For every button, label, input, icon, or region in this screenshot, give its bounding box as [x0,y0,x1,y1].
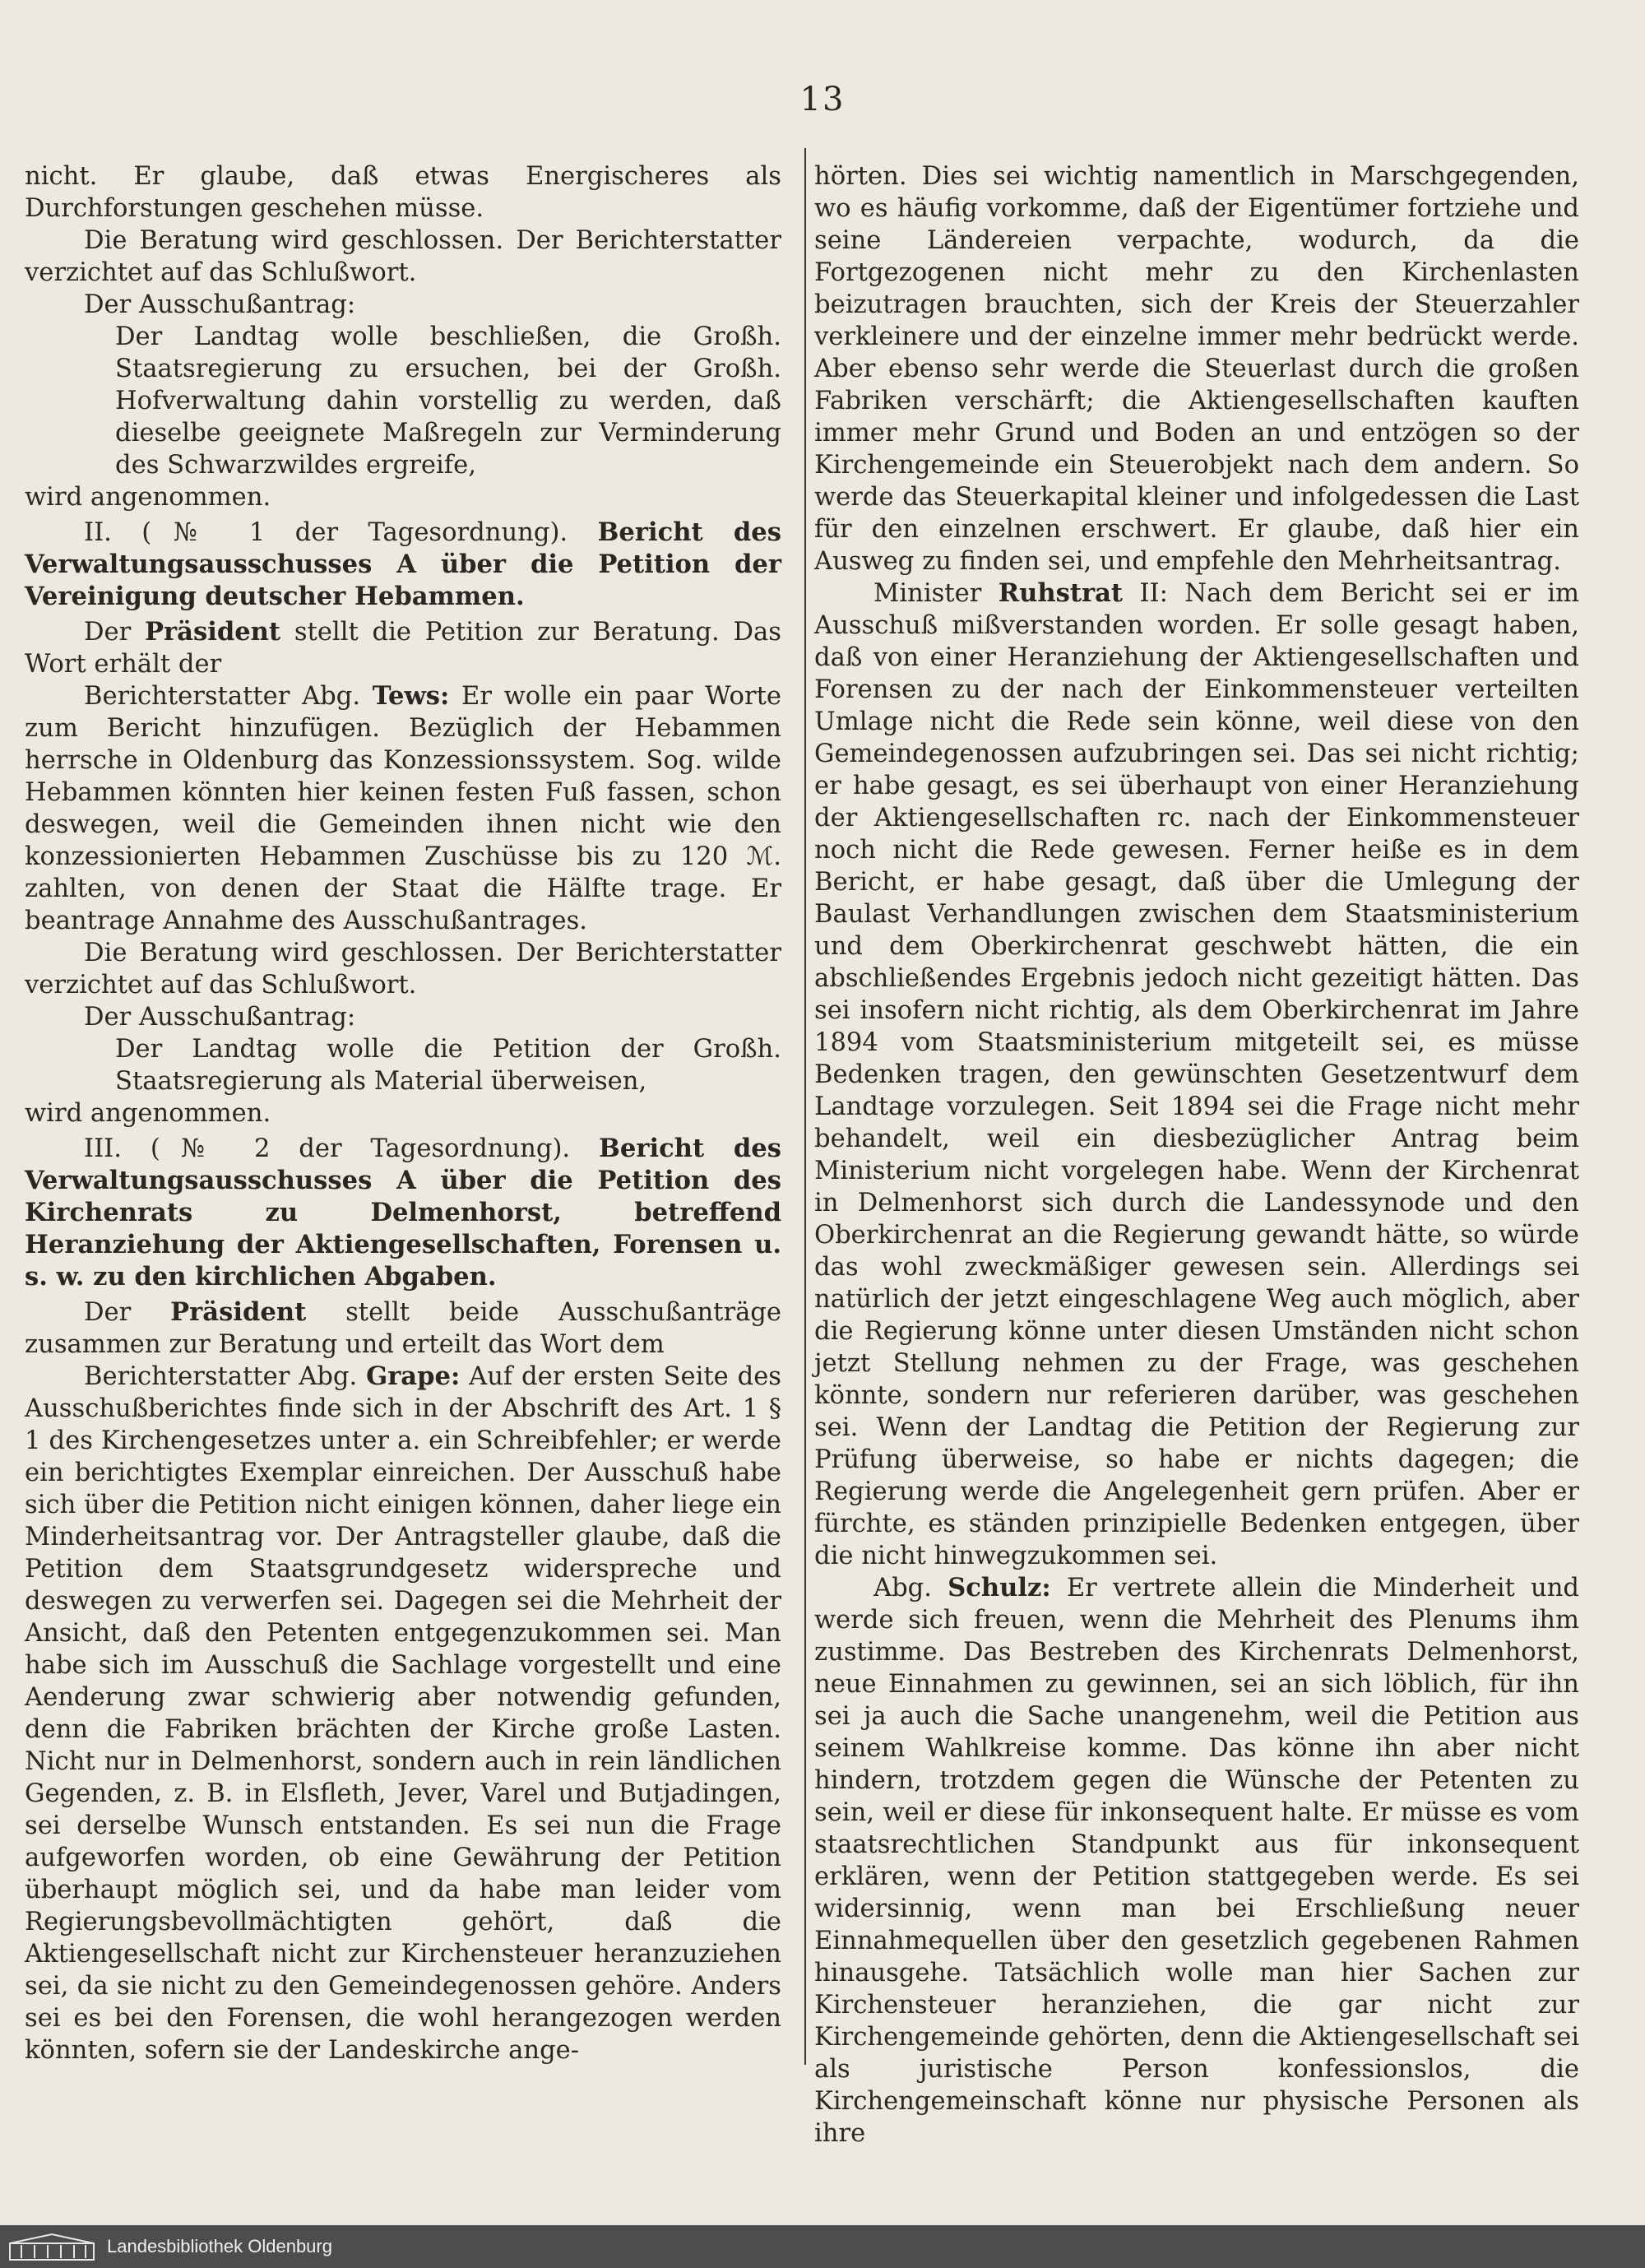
page-number: 13 [799,81,846,118]
text: stellt die Petition zur Beratung. Das Wort erhält der [25,618,781,679]
paragraph [25,680,781,937]
footer-library-name: Landesbibliothek Oldenburg [107,2236,332,2256]
heading-title: Bericht des Verwaltungsausschusses A über die Petition des Kirchenrats zu Delmenhorst, betreffend Heranziehung der Aktiengesellschaften, Forensen u. s. w. zu den kirchlichen Abgaben. [25,1134,781,1292]
paragraph: Die Beratung wird geschlossen. Der Berichterstatter verzichtet auf das Schlußwort. [25,939,781,999]
heading-title: Bericht des Verwaltungsausschusses A über die Petition der Vereinigung deutscher Hebammen. [25,517,781,611]
speaker-name: Schulz: [948,1573,1051,1602]
text: Der [84,1298,132,1327]
paragraph: Der Ausschußantrag: [84,1003,356,1032]
text: Er vertrete allein die Minderheit und werde sich freuen, wenn die Mehrheit des Plenums ihm zustimme. Das Bestreben des Kirchenrats Delmenhorst, neue Einnahmen zu gewinnen, sei an sich löblich, für ihn sei ja auch die Sache unangenehm, weil die Petition aus seinem Wahlkreise komme. Das könne ihn aber nicht hindern, trotzdem gegen die Wünsche der Petenten zu sein, weil er diese für inkonsequent halte. Er müsse es vom staatsrechtlichen Standpunkt aus für inkonsequent erklären, wenn der Petition stattgegeben werde. Es sei widersinnig, wenn man bei Erschließung neuer Einnahmequellen über den gesetzlich gegebenen Rahmen hinausgehe. Tatsächlich wolle man hier Sachen zur Kirchensteuer heranziehen, die gar nicht zur Kirchengemeinde gehörten, denn die Aktiengesellschaft sei als juristische Person konfessionslos, die Kirchengemeinschaft könne nur physische Personen als ihre [814,1574,1579,2148]
paragraph [25,1361,781,2066]
left-column [25,160,781,2066]
paragraph [25,616,781,680]
text: Berichterstatter Abg. [84,682,361,711]
speaker-name: Präsident [170,1297,307,1327]
text: Er wolle ein paar Worte zum Bericht hinzufügen. Bezüglich der Hebammen herrsche in Oldenburg das Konzessionssystem. Sog. wilde Hebammen könnten hier keinen festen Fuß fassen, schon deswegen, weil die Gemeinden ihnen nicht wie den konzessionierten Hebammen Zuschüsse bis zu 120 ℳ. zahlten, von denen der Staat die Hälfte trage. Er beantrage Annahme des Ausschußantrages. [25,682,781,935]
paragraph: wird angenommen. [25,1099,271,1128]
section-heading [25,517,781,613]
heading-number: III. (№ 2 der Tagesordnung). [84,1134,571,1163]
speaker-name: Tews: [372,681,450,711]
text: Berichterstatter Abg. [84,1362,358,1391]
right-column [814,160,1579,2150]
text: Minister [873,579,982,608]
speaker-name: Grape: [366,1361,461,1391]
paragraph: Der Ausschußantrag: [84,290,356,319]
paragraph [25,1296,781,1361]
speaker-name: Ruhstrat [998,578,1124,608]
text: Auf der ersten Seite des Ausschußberichtes finde sich in der Abschrift des Art. 1 § 1 des Kirchengesetzes unter a. ein Schreibfehler; er werde ein berichtigtes Exemplar einreichen. Der Ausschuß habe sich über die Petition nicht einigen können, daher liege ein Minderheitsantrag vor. Der Antragsteller glaube, daß die Petition dem Staatsgrundgesetz widerspreche und deswegen zu verwerfen sei. Dagegen sei die Mehrheit der Ansicht, daß den Petenten entgegenzukommen sei. Man habe sich im Ausschuß die Sachlage vorgestellt und eine Aenderung zwar schwierig aber notwendig gefunden, denn die Fabriken brächten der Kirche große Lasten. Nicht nur in Delmenhorst, sondern auch in rein ländlichen Gegenden, z. B. in Elsfleth, Jever, Varel und Butjadingen, sei derselbe Wunsch entstanden. Es sei nun die Frage aufgeworfen worden, ob eine Gewährung der Petition überhaupt möglich sei, und da habe man leider vom Regierungsbevollmächtigten gehört, daß die Aktiengesellschaft nicht zur Kirchensteuer heranzuziehen sei, da sie nicht zu den Gemeindegenossen gehöre. Anders sei es bei den Forensen, die wohl herangezogen werden könnten, sofern sie der Landeskirche ange- [25,1362,781,2065]
text: Abg. [873,1574,932,1602]
text: II: Nach dem Bericht sei er im Ausschuß mißverstanden worden. Er solle gesagt haben, daß von einer Heranziehung der Aktiengesellschaften und Forensen zu der nach der Einkommensteuer verteilten Umlage nicht die Rede sein könne, weil diese von den Gemeindegenossen aufzubringen sei. Das sei nicht richtig; er habe gesagt, es sei überhaupt von einer Heranziehung der Aktiengesellschaften rc. nach der Einkommensteuer noch nicht die Rede gewesen. Ferner heiße es in dem Bericht, er habe gesagt, daß über die Umlegung der Baulast Verhandlungen zwischen dem Staatsministerium und dem Oberkirchenrat geschwebt hätten, die ein abschließendes Ergebnis jedoch nicht gezeitigt hätten. Das sei insofern nicht richtig, als dem Oberkirchenrat im Jahre 1894 vom Staatsministerium mitgeteilt sei, es müsse Bedenken tragen, den gewünschten Gesetzentwurf dem Landtage vorzulegen. Seit 1894 sei die Frage nicht mehr behandelt, weil ein diesbezüglicher Antrag beim Ministerium nicht vorgelegen habe. Wenn der Kirchenrat in Delmenhorst sich durch die Landessynode und den Oberkirchenrat an die Regierung gewandt hätte, so würde das wohl zweckmäßiger gewesen sein. Allerdings sei natürlich der jetzt eingeschlagene Weg auch möglich, aber die Regierung könne unter diesen Umständen nicht schon jetzt Stellung nehmen zu der Frage, was geschehen könnte, sondern nur referieren darüber, was geschehen sei. Wenn der Landtag die Petition der Regierung zur Prüfung überweise, so habe er nichts dagegen; die Regierung werde die Angelegenheit gern prüfen. Aber er fürchte, es ständen prinzipielle Bedenken entgegen, über die nicht hinwegzukommen sei. [814,579,1579,1570]
section-heading [25,1133,781,1293]
library-building-icon [7,2232,97,2261]
motion-text: Der Landtag wolle die Petition der Großh. Staatsregierung als Material überweisen, [115,1035,781,1096]
paragraph: nicht. Er glaube, daß etwas Energischeres als Durchforstungen geschehen müsse. [25,162,781,223]
paragraph [814,577,1579,1572]
speaker-name: Präsident [145,617,281,647]
text: Der [84,618,132,647]
heading-number: II. (№ 1 der Tagesordnung). [84,518,568,547]
paragraph: wird angenommen. [25,483,271,512]
text: stellt beide Ausschußanträge zusammen zur Beratung und erteilt das Wort dem [25,1298,781,1359]
motion-text: Der Landtag wolle beschließen, die Großh. Staatsregierung zu ersuchen, bei der Großh. Hofverwaltung dahin vorstellig zu werden, daß dieselbe geeignete Maßregeln zur Verminderung des Schwarzwildes ergreife, [115,322,781,480]
paragraph [814,1572,1579,2150]
column-divider [804,148,806,2065]
paragraph: Die Beratung wird geschlossen. Der Berichterstatter verzichtet auf das Schlußwort. [25,226,781,287]
paragraph: hörten. Dies sei wichtig namentlich in Marschgegenden, wo es häufig vorkomme, daß der Eigentümer fortziehe und seine Ländereien verpachte, wodurch, da die Fortgezogenen nicht mehr zu den Kirchenlasten beizutragen brauchten, sich der Kreis der Steuerzahler verkleinere und der einzelne immer mehr bedrückt werde. Aber ebenso sehr werde die Steuerlast durch die großen Fabriken verschärft; die Aktiengesellschaften kauften immer mehr Grund und Boden an und entzögen so der Kirchengemeinde ein Steuerobjekt nach dem andern. So werde das Steuerkapital kleiner und infolgedessen die Last für den einzelnen erschwert. Er glaube, daß hier ein Ausweg zu finden sei, und empfehle den Mehrheitsantrag. [814,162,1579,576]
